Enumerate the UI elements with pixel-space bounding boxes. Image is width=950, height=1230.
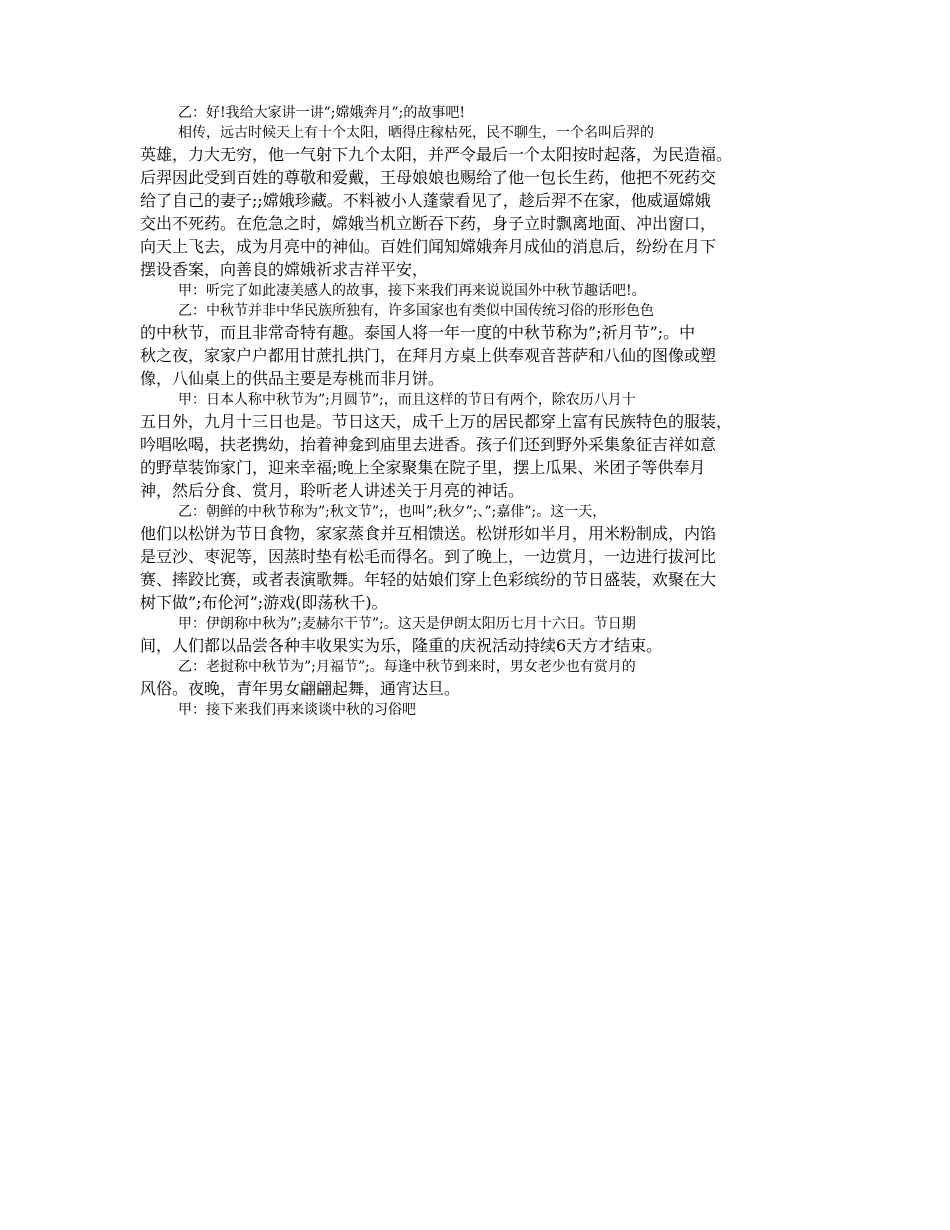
- text-line: 秋之夜，家家户户都用甘蔗扎拱门，在拜月方桌上供奉观音菩萨和八仙的图像或塑: [140, 346, 717, 365]
- text-line: 他们以松饼为节日食物，家家蒸食并互相馈送。松饼形如半月，用米粉制成，内馅: [140, 524, 717, 543]
- text-line: 后羿因此受到百姓的尊敬和爱戴，王母娘娘也赐给了他一包长生药，他把不死药交: [140, 168, 717, 187]
- text-line: 神，然后分食、赏月，聆听老人讲述关于月亮的神话。: [140, 481, 525, 500]
- text-line: 交出不死药。在危急之时，嫦娥当机立断吞下药，身子立时飘离地面、冲出窗口，: [140, 214, 717, 233]
- text-line: 摆设香案，向善良的嫦娥祈求吉祥平安，: [140, 260, 429, 279]
- text-line: 风俗。夜晚，青年男女翩翩起舞，通宵达旦。: [140, 679, 461, 698]
- document-page: [140, 102, 820, 719]
- paragraph: [140, 300, 820, 389]
- text-line: 给了自己的妻子;;嫦娥珍藏。不料被小人蓬蒙看见了，趁后羿不在家，他威逼嫦娥: [140, 191, 711, 210]
- text-line: 相传，远古时候天上有十个太阳，晒得庄稼枯死，民不聊生，一个名叫后羿的: [178, 125, 654, 141]
- text-line: 甲：日本人称中秋节为”;月圆节”;，而且这样的节日有两个，除农历八月十: [178, 392, 636, 408]
- text-line: 五日外，九月十三日也是。节日这天，成千上万的居民都穿上富有民族特色的服装，: [140, 412, 733, 431]
- text-line: 的野草装饰家门，迎来幸福;晚上全家聚集在院子里，摆上瓜果、米团子等供奉月: [140, 458, 706, 477]
- text-line: 的中秋节，而且非常奇特有趣。泰国人将一年一度的中秋节称为”;祈月节”;。中: [140, 323, 696, 342]
- text-line: 树下做”;布伦河”;游戏(即荡秋千)。: [140, 593, 388, 612]
- text-line: 甲：接下来我们再来谈谈中秋的习俗吧: [178, 702, 416, 718]
- text-line: 吟唱吆喝，扶老携幼，抬着神龛到庙里去进香。孩子们还到野外采集象征吉祥如意: [140, 435, 717, 454]
- text-line: 乙：好!我给大家讲一讲”;嫦娥奔月”;的故事吧!: [178, 105, 465, 121]
- text-line: 是豆沙、枣泥等，因蒸时垫有松毛而得名。到了晚上，一边赏月，一边进行拔河比: [140, 547, 717, 566]
- text-line: 英雄，力大无穷，他一气射下九个太阳，并严令最后一个太阳按时起落，为民造福。: [140, 145, 733, 164]
- paragraph: [140, 102, 820, 122]
- paragraph: [140, 501, 820, 613]
- paragraph: [140, 389, 820, 501]
- text-line: 乙：中秋节并非中华民族所独有，许多国家也有类似中国传统习俗的形形色色: [178, 303, 654, 319]
- text-line: 间，人们都以品尝各种丰收果实为乐，隆重的庆祝活动持续6天方才结束。: [140, 636, 663, 655]
- paragraph: [140, 699, 820, 719]
- paragraph: [140, 280, 820, 300]
- text-line: 乙：老挝称中秋节为”;月福节”;。每逢中秋节到来时，男女老少也有赏月的: [178, 659, 636, 675]
- text-line: 赛、摔跤比赛，或者表演歌舞。年轻的姑娘们穿上色彩缤纷的节日盛装，欢聚在大: [140, 570, 717, 589]
- text-line: 甲：听完了如此凄美感人的故事，接下来我们再来说说国外中秋节趣话吧!。: [178, 283, 646, 299]
- text-line: 向天上飞去，成为月亮中的神仙。百姓们闻知嫦娥奔月成仙的消息后，纷纷在月下: [140, 237, 717, 256]
- text-line: 像，八仙桌上的供品主要是寿桃而非月饼。: [140, 369, 445, 388]
- text-line: 乙：朝鲜的中秋节称为”;秋文节”;，也叫”;秋夕”;、”;嘉俳”;。这一天，: [178, 504, 607, 520]
- paragraph: [140, 613, 820, 656]
- paragraph: [140, 122, 820, 280]
- paragraph: [140, 656, 820, 699]
- text-line: 甲：伊朗称中秋为”;麦赫尔干节”;。这天是伊朗太阳历七月十六日。节日期: [178, 616, 636, 632]
